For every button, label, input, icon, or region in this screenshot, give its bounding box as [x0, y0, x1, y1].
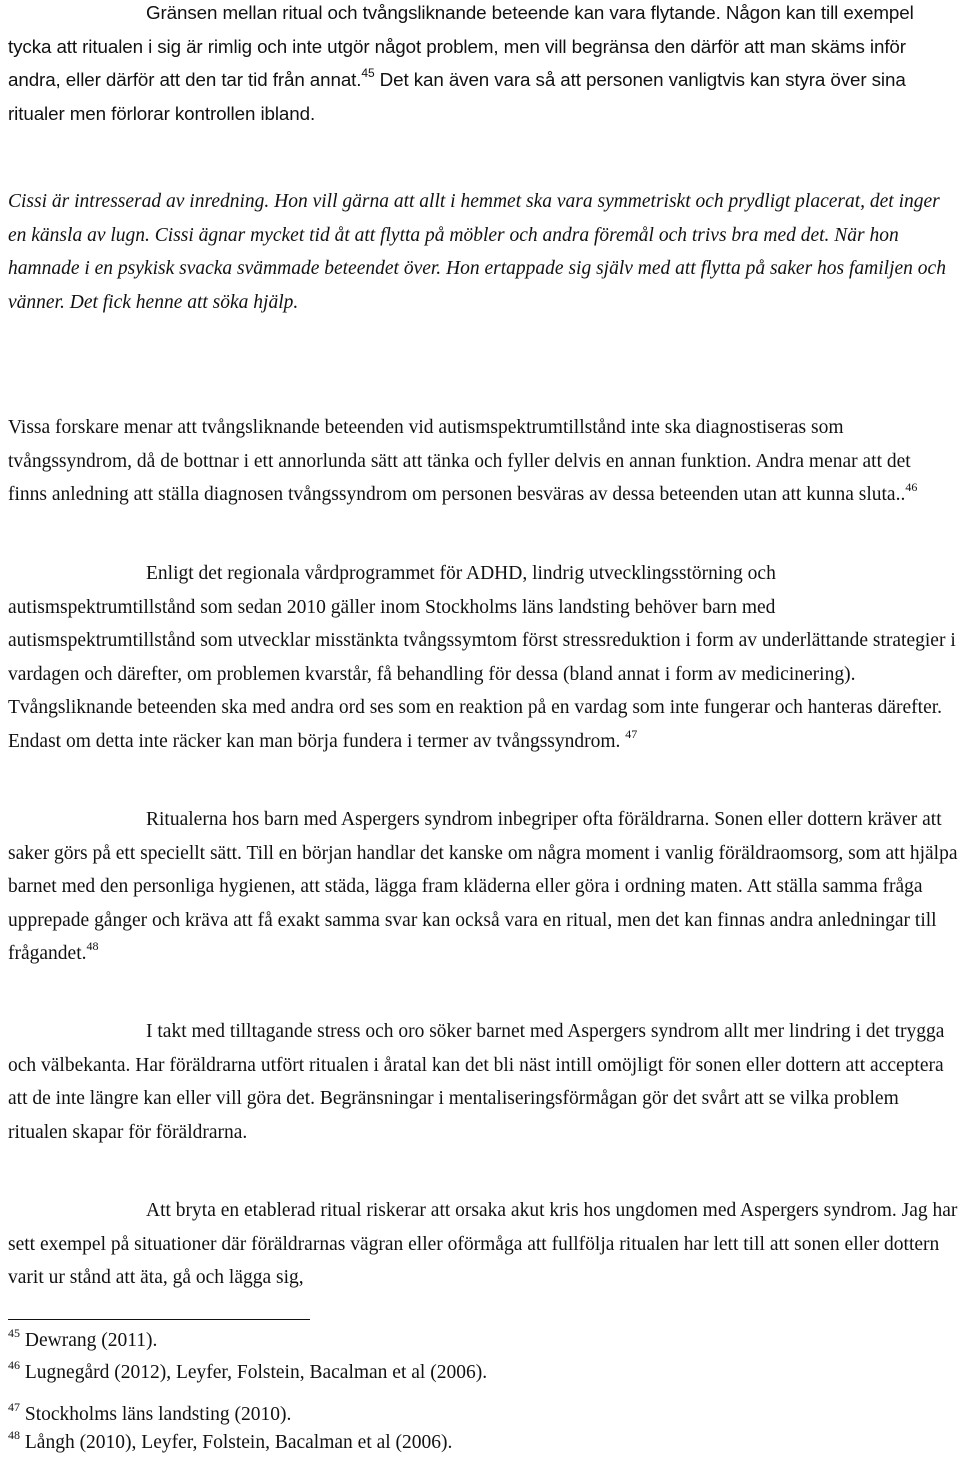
footnote-number: 46 [8, 1358, 20, 1372]
paragraph-ritual-boundary [8, 0, 960, 130]
paragraph-stress [8, 1015, 960, 1149]
paragraph-breaking-ritual [8, 1194, 960, 1295]
footnote-number: 47 [8, 1400, 20, 1414]
footnote-ref-47: 47 [625, 726, 638, 741]
paragraph-text: Gränsen mellan ritual och tvångsliknande beteende kan vara flytande. Någon kan till exempel tycka att ritualen i sig är rimlig och inte utgör något problem, men vill begränsa den därför att man skäms inför andra, eller därför att den tar tid från annat. [8, 2, 914, 90]
case-text: Cissi är intresserad av inredning. Hon vill gärna att allt i hemmet ska vara symmetriskt och prydligt placerat, det inger en känsla av lugn. Cissi ägnar mycket tid åt att flytta på möbler och andra föremål och trivs bra med det. När hon hamnade i en psykisk svacka svämmade beteendet över. Hon ertappade sig själv med att flytta på saker hos familjen och vänner. Det fick henne att söka hjälp. [8, 191, 946, 313]
footnote-text: Stockholms läns landsting (2010). [24, 1404, 292, 1425]
footnote-number: 45 [8, 1326, 20, 1340]
footnote-45 [8, 1326, 158, 1352]
paragraph-text: I takt med tilltagande stress och oro söker barnet med Aspergers syndrom allt mer lindring i det trygga och välbekanta. Har föräldrarna utfört ritualen i åratal kan det bli näst intill omöjligt för sonen eller dottern att acceptera att de inte längre kan eller vill göra det. Begränsningar i mentaliseringsförmågan gör det svårt att se vilka problem ritualen skapar för föräldrarna. [8, 1021, 945, 1143]
footnote-text: Långh (2010), Leyfer, Folstein, Bacalman et al (2006). [24, 1432, 453, 1453]
footnote-ref-46: 46 [905, 480, 918, 494]
case-example-cissi [8, 185, 948, 319]
footnote-text: Lugnegård (2012), Leyfer, Folstein, Bacalman et al (2006). [24, 1362, 488, 1383]
footnote-46 [8, 1358, 488, 1384]
paragraph-text-continued: Det kan även vara så att personen vanligtvis kan styra över sina ritualer men förlorar kontrollen ibland. [8, 69, 906, 124]
footnote-ref-45: 45 [361, 66, 375, 80]
footnote-48 [8, 1428, 453, 1454]
paragraph-text: Enligt det regionala vårdprogrammet för ADHD, lindrig utvecklingsstörning och autismspektrumtillstånd som sedan 2010 gäller inom Stockholms läns landsting behöver barn med autismspektrumtillstånd som utvecklar misstänkta tvångssymtom först stressreduktion i form av underlättande strategier i vardagen och därefter, om problemen kvarstår, få behandling för dessa (bland annat i form av medicinering). Tvångsliknande beteenden ska med andra ord ses som en reaktion på en vardag som inte fungerar och hanteras därefter. Endast om detta inte räcker kan man börja fundera i termer av tvångssyndrom. [8, 563, 956, 752]
paragraph-researchers [8, 411, 938, 512]
paragraph-care-program [8, 557, 960, 758]
footnote-ref-48: 48 [86, 939, 99, 953]
footnote-47 [8, 1400, 292, 1426]
paragraph-text: Att bryta en etablerad ritual riskerar att orsaka akut kris hos ungdomen med Aspergers syndrom. Jag har sett exempel på situationer där föräldrarnas vägran eller oförmåga att fullfölja ritualen har lett till att sonen eller dottern varit ur stånd att äta, gå och lägga sig, [8, 1200, 958, 1288]
footnote-number: 48 [8, 1428, 20, 1442]
footnote-separator [8, 1319, 310, 1320]
paragraph-text: Vissa forskare menar att tvångsliknande beteenden vid autismspektrumtillstånd inte ska diagnostiseras som tvångssyndrom, då de bottnar i ett annorlunda sätt att tänka och fyller delvis en annan funktion. Andra menar att det finns anledning att ställa diagnosen tvångssyndrom om personen besväras av dessa beteenden utan att kunna sluta.. [8, 417, 911, 505]
footnote-text: Dewrang (2011). [24, 1330, 158, 1351]
paragraph-text: Ritualerna hos barn med Aspergers syndrom inbegriper ofta föräldrarna. Sonen eller dottern kräver att saker görs på ett speciellt sätt. Till en början handlar det kanske om några moment i vanlig föräldraomsorg, som att hjälpa barnet med den personliga hygienen, att städa, lägga fram kläderna eller göra i ordning maten. Att ställa samma fråga upprepade gånger och kräva att få exakt samma svar kan också vara en ritual, men det kan finnas andra anledningar till frågandet. [8, 809, 958, 964]
paragraph-rituals-parents [8, 803, 960, 971]
